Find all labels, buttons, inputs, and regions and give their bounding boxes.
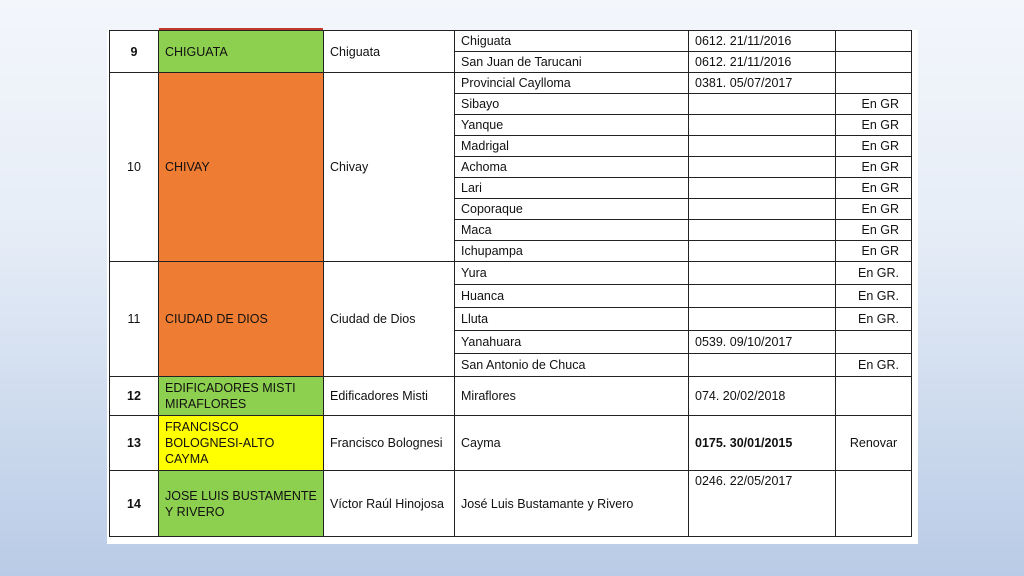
organization-name: EDIFICADORES MISTI MIRAFLORES xyxy=(159,377,324,416)
table-row xyxy=(110,471,912,537)
place-name: Yura xyxy=(455,262,689,285)
resolution-cell xyxy=(689,285,836,308)
observation-cell: En GR xyxy=(836,178,912,199)
observation-cell xyxy=(836,377,912,416)
resolution-cell xyxy=(689,220,836,241)
resolution-cell: 0246. 22/05/2017 xyxy=(689,471,836,537)
resolution-cell: 0612. 21/11/2016 xyxy=(689,52,836,73)
place-name: Huanca xyxy=(455,285,689,308)
organization-name: JOSE LUIS BUSTAMENTE Y RIVERO xyxy=(159,471,324,537)
observation-cell xyxy=(836,31,912,52)
district-name: Chiguata xyxy=(324,31,455,73)
row-number: 13 xyxy=(110,416,159,471)
place-name: Yanahuara xyxy=(455,331,689,354)
observation-cell: En GR xyxy=(836,157,912,178)
resolution-cell xyxy=(689,308,836,331)
row-number: 11 xyxy=(110,262,159,377)
observation-cell: En GR. xyxy=(836,308,912,331)
resolution-cell: 0381. 05/07/2017 xyxy=(689,73,836,94)
place-name: Yanque xyxy=(455,115,689,136)
organization-name: CIUDAD DE DIOS xyxy=(159,262,324,377)
place-name: San Juan de Tarucani xyxy=(455,52,689,73)
place-name: Miraflores xyxy=(455,377,689,416)
resolution-cell xyxy=(689,94,836,115)
observation-cell: En GR. xyxy=(836,285,912,308)
organization-name: CHIVAY xyxy=(159,73,324,262)
resolution-cell: 0612. 21/11/2016 xyxy=(689,31,836,52)
district-name: Chivay xyxy=(324,73,455,262)
resolution-cell: 0175. 30/01/2015 xyxy=(689,416,836,471)
resolution-cell: 074. 20/02/2018 xyxy=(689,377,836,416)
observation-cell: En GR. xyxy=(836,354,912,377)
resolution-cell xyxy=(689,178,836,199)
resolution-cell xyxy=(689,115,836,136)
place-name: Lluta xyxy=(455,308,689,331)
document-sheet xyxy=(107,30,918,544)
observation-cell: En GR xyxy=(836,199,912,220)
place-name: Lari xyxy=(455,178,689,199)
place-name: Ichupampa xyxy=(455,241,689,262)
observation-cell: Renovar xyxy=(836,416,912,471)
resolution-cell xyxy=(689,136,836,157)
resolution-cell xyxy=(689,354,836,377)
district-name: Francisco Bolognesi xyxy=(324,416,455,471)
resolution-cell xyxy=(689,199,836,220)
table-row xyxy=(110,31,912,52)
resolution-cell xyxy=(689,157,836,178)
place-name: José Luis Bustamante y Rivero xyxy=(455,471,689,537)
row-number: 9 xyxy=(110,31,159,73)
observation-cell xyxy=(836,52,912,73)
place-name: Sibayo xyxy=(455,94,689,115)
observation-cell: En GR xyxy=(836,241,912,262)
resolution-cell xyxy=(689,262,836,285)
row-number: 14 xyxy=(110,471,159,537)
district-name: Víctor Raúl Hinojosa xyxy=(324,471,455,537)
district-name: Edificadores Misti xyxy=(324,377,455,416)
organizations-table xyxy=(109,30,912,537)
place-name: Coporaque xyxy=(455,199,689,220)
observation-cell xyxy=(836,471,912,537)
observation-cell xyxy=(836,73,912,94)
resolution-cell: 0539. 09/10/2017 xyxy=(689,331,836,354)
organization-name: CHIGUATA xyxy=(159,31,324,73)
place-name: Achoma xyxy=(455,157,689,178)
observation-cell xyxy=(836,331,912,354)
place-name: Provincial Caylloma xyxy=(455,73,689,94)
observation-cell: En GR xyxy=(836,94,912,115)
observation-cell: En GR. xyxy=(836,262,912,285)
organization-name: FRANCISCO BOLOGNESI-ALTO CAYMA xyxy=(159,416,324,471)
row-number: 10 xyxy=(110,73,159,262)
observation-cell: En GR xyxy=(836,136,912,157)
place-name: San Antonio de Chuca xyxy=(455,354,689,377)
table-row xyxy=(110,73,912,94)
place-name: Maca xyxy=(455,220,689,241)
table-row xyxy=(110,416,912,471)
place-name: Cayma xyxy=(455,416,689,471)
place-name: Madrigal xyxy=(455,136,689,157)
table-row xyxy=(110,262,912,285)
resolution-cell xyxy=(689,241,836,262)
row-number: 12 xyxy=(110,377,159,416)
table-row xyxy=(110,377,912,416)
observation-cell: En GR xyxy=(836,220,912,241)
district-name: Ciudad de Dios xyxy=(324,262,455,377)
place-name: Chiguata xyxy=(455,31,689,52)
observation-cell: En GR xyxy=(836,115,912,136)
